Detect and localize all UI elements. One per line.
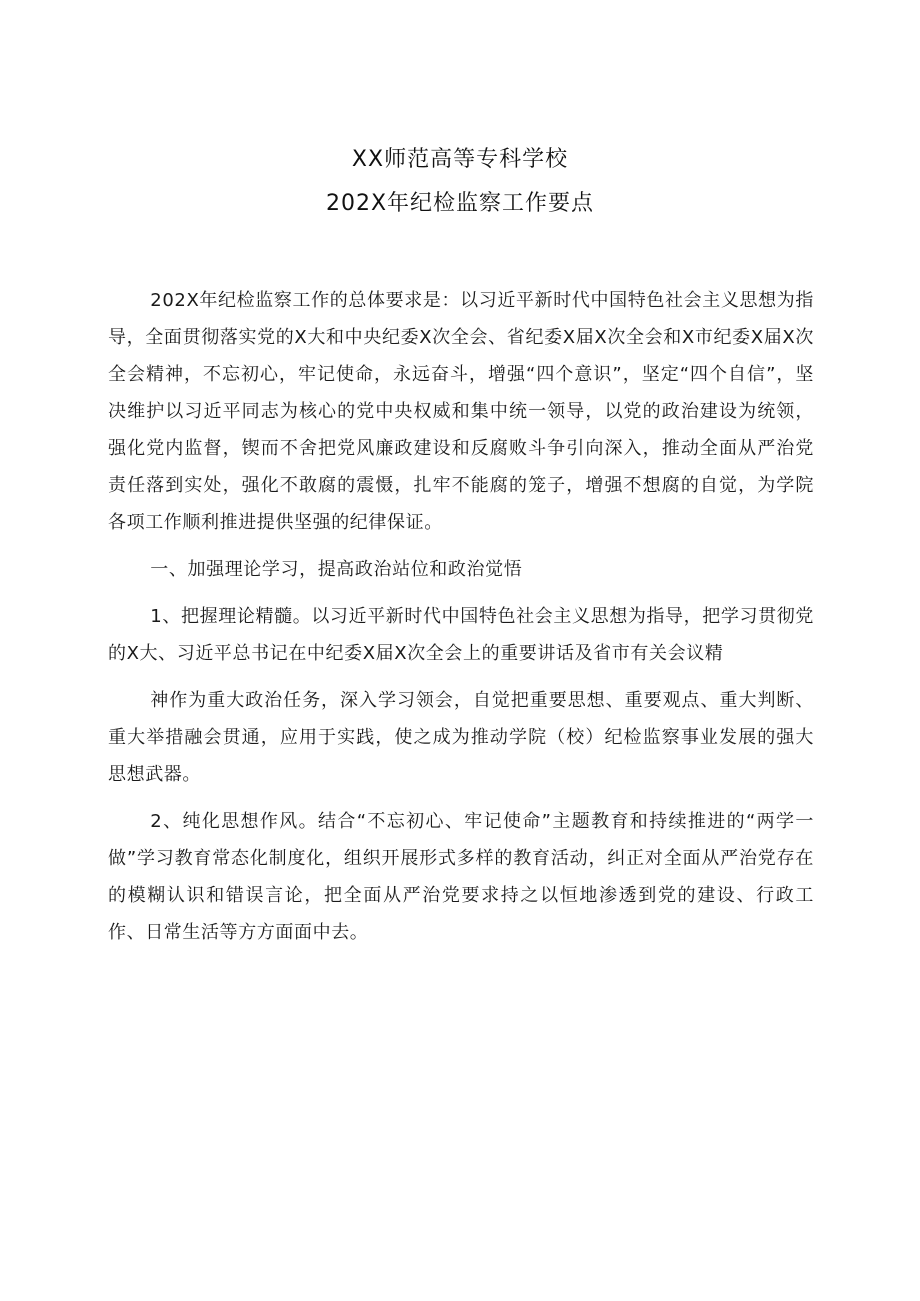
- title-work-plan: 202X年纪检监察工作要点: [325, 191, 595, 216]
- section-heading-1: 一、加强理论学习，提高政治站位和政治觉悟: [150, 559, 523, 580]
- paragraph-item-2: 2、纯化思想作风。结合“不忘初心、牢记使命”主题教育和持续推进的“两学一做”学习教育常态化制度化，组织开展形式多样的教育活动，纠正对全面从严治党存在的模糊认识和错误言论，把全面从严治党要求持之以恒地渗透到党的建设、行政工作、日常生活等方方面面中去。: [108, 811, 814, 943]
- paragraph-overall-requirements: 202X年纪检监察工作的总体要求是：以习近平新时代中国特色社会主义思想为指导，全面贯彻落实党的X大和中央纪委X次全会、省纪委X届X次全会和X市纪委X届X次全会精神，不忘初心，牢记使命，永远奋斗，增强“四个意识”，坚定“四个自信”，坚决维护以习近平同志为核心的党中央权威和集中统一领导，以党的政治建设为统领，强化党内监督，锲而不舍把党风廉政建设和反腐败斗争引向深入，推动全面从严治党责任落到实处，强化不敢腐的震慑，扎牢不能腐的笼子，增强不想腐的自觉，为学院各项工作顺利推进提供坚强的纪律保证。: [108, 290, 814, 533]
- document-title: [0, 138, 920, 226]
- paragraph-item-1: 1、把握理论精髓。以习近平新时代中国特色社会主义思想为指导，把学习贯彻党的X大、习近平总书记在中纪委X届X次全会上的重要讲话及省市有关会议精: [108, 606, 814, 664]
- paragraph-item-1-continued: 神作为重大政治任务，深入学习领会，自觉把重要思想、重要观点、重大判断、重大举措融会贯通，应用于实践，使之成为推动学院（校）纪检监察事业发展的强大思想武器。: [108, 690, 814, 785]
- document-body: [108, 282, 814, 951]
- title-school-name: XX师范高等专科学校: [351, 147, 569, 172]
